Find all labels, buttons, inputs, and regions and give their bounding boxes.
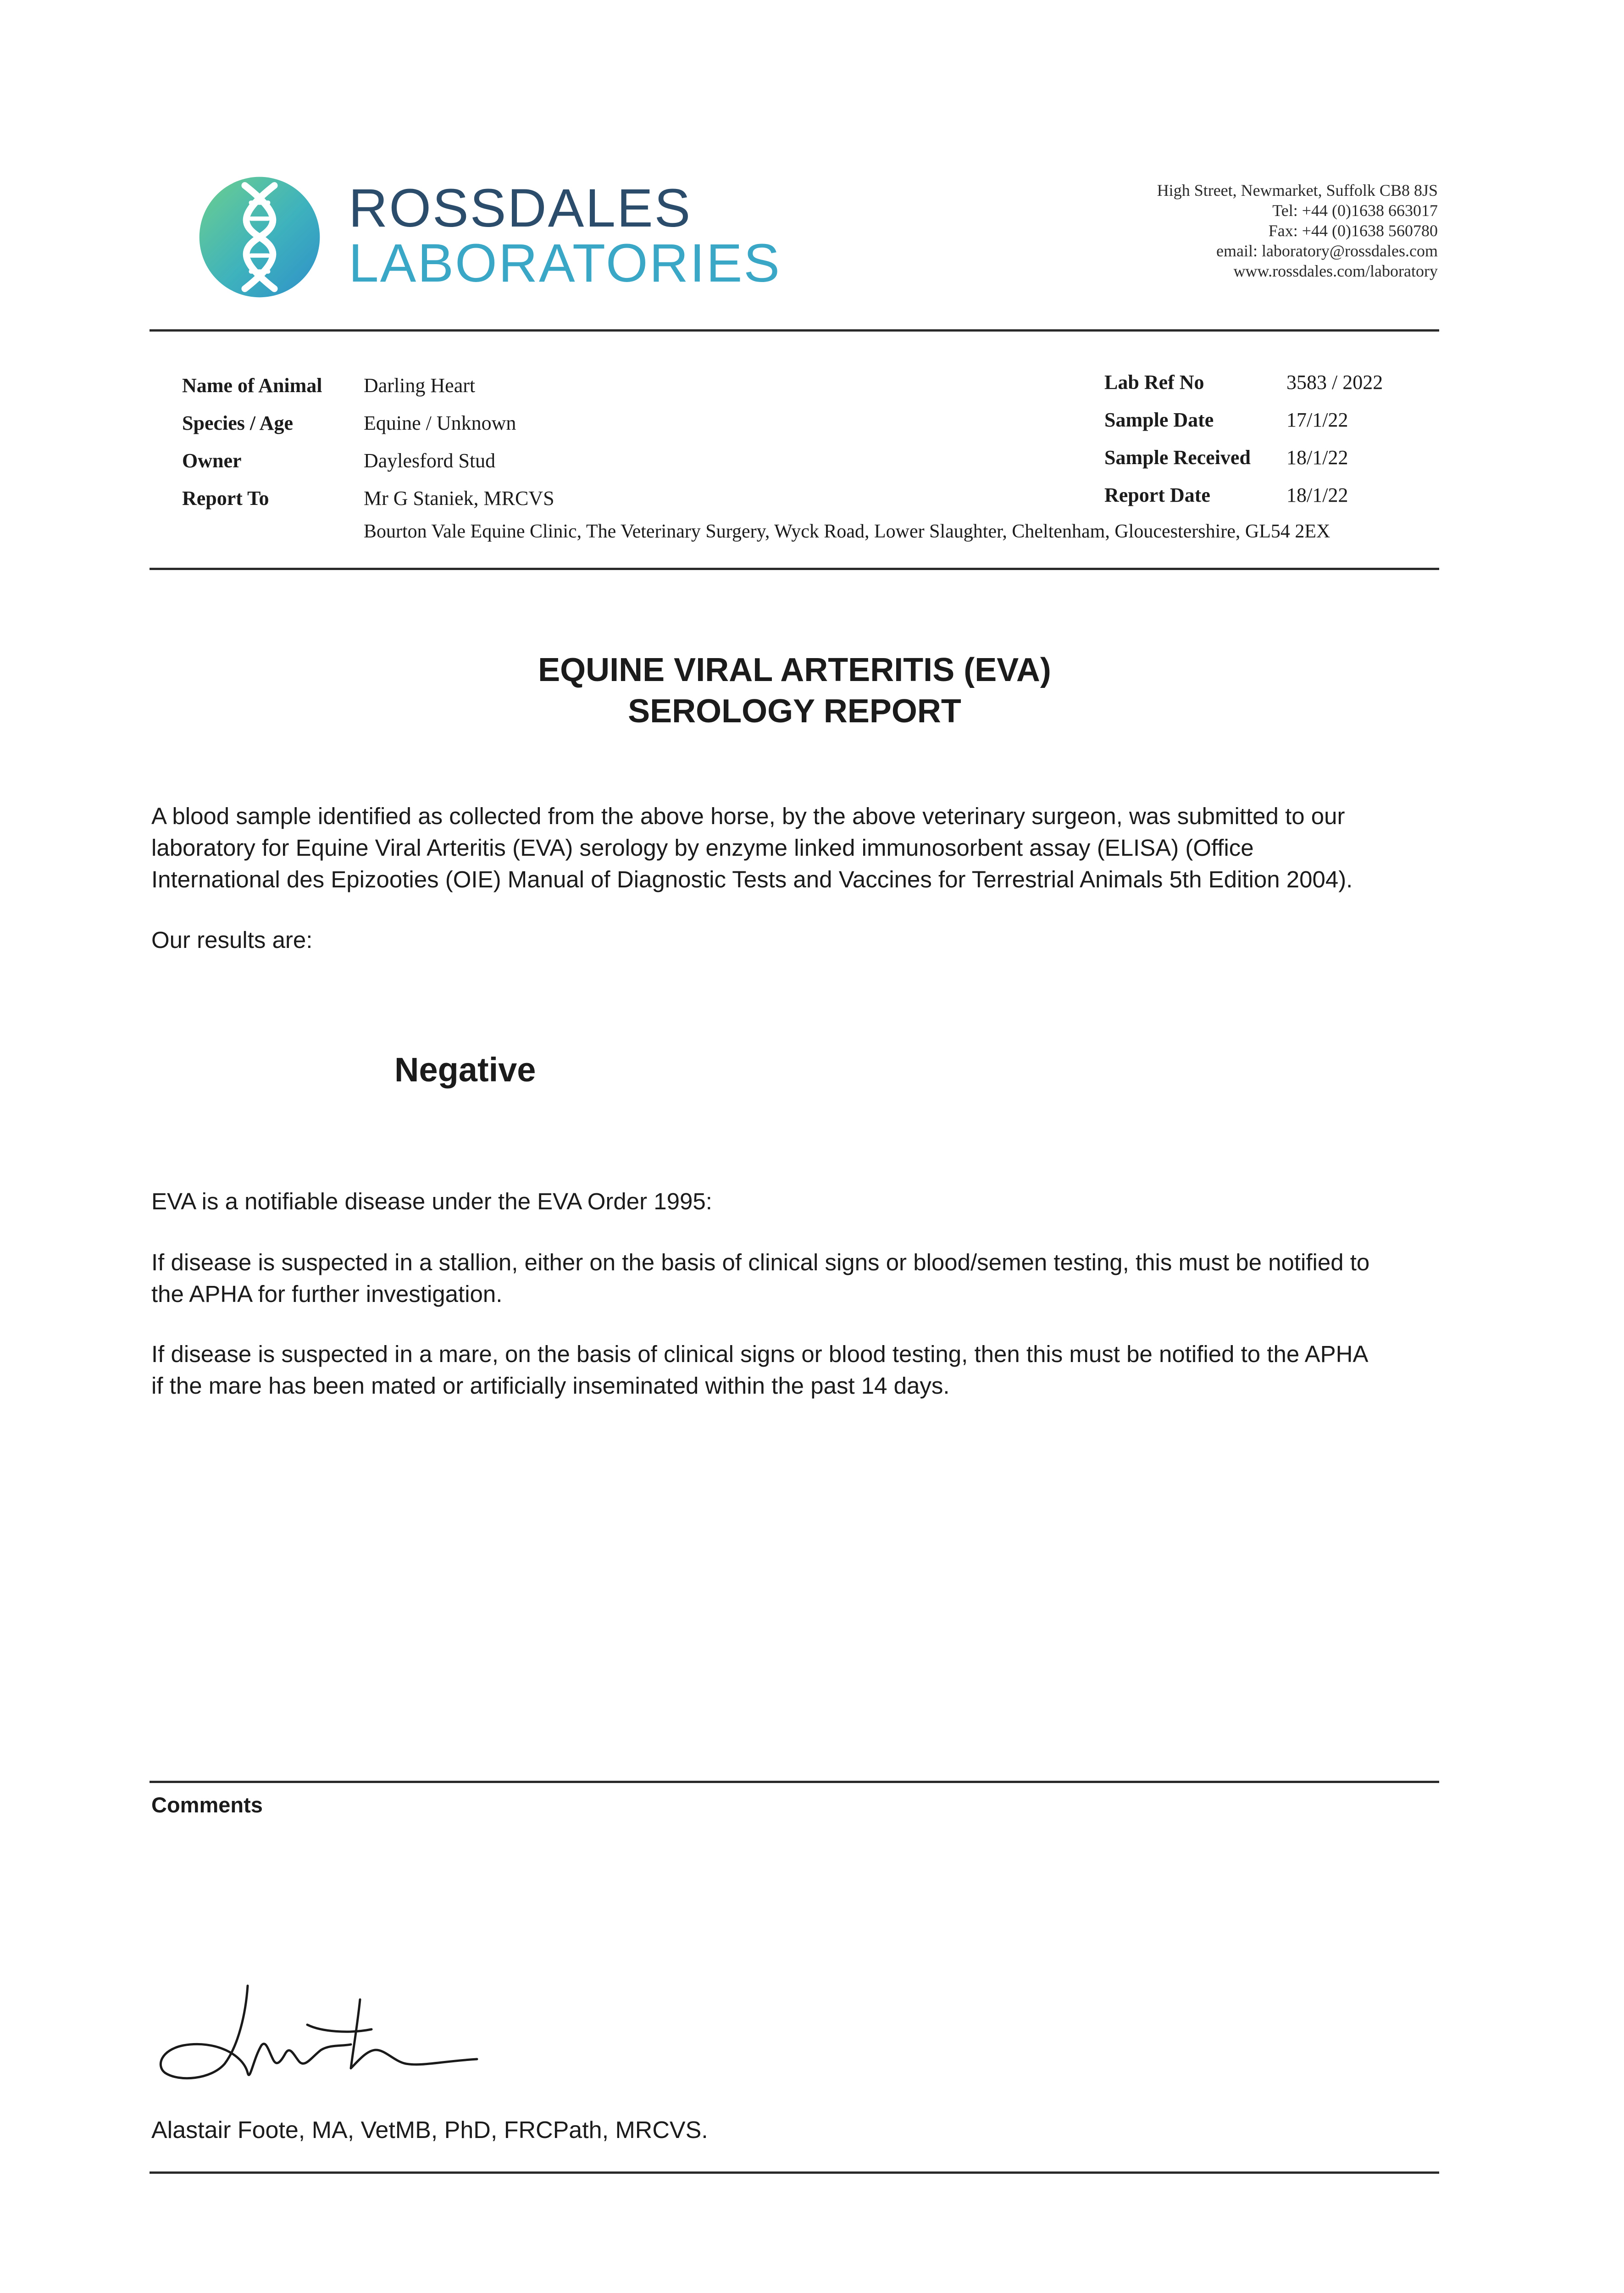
comments-divider: [150, 1781, 1439, 1783]
signature: [156, 1981, 486, 2091]
report-to-address: Bourton Vale Equine Clinic, The Veterinary Surgery, Wyck Road, Lower Slaughter, Cheltenham, Gloucestershire, GL54 2EX: [364, 521, 1330, 542]
name-of-animal-value: Darling Heart: [364, 374, 476, 397]
name-of-animal-label: Name of Animal: [182, 374, 322, 397]
species-age-label: Species / Age: [182, 412, 293, 434]
stallion-line: If disease is suspected in a stallion, either on the basis of clinical signs or blood/semen testing, this must be notified to: [151, 1249, 1370, 1275]
report-date-label: Report Date: [1104, 484, 1210, 506]
report-title-line2: SEROLOGY REPORT: [628, 693, 961, 730]
sample-date-value: 17/1/22: [1286, 409, 1348, 431]
intro-line: A blood sample identified as collected from the above horse, by the above veterinary surgeon, was submitted to our: [151, 803, 1345, 829]
results-lead-text: Our results are:: [151, 927, 313, 953]
stallion-paragraph: [151, 1246, 1449, 1310]
lab-ref-label: Lab Ref No: [1104, 371, 1204, 393]
owner-value: Daylesford Stud: [364, 449, 496, 472]
result-value: Negative: [394, 1051, 536, 1089]
comments-label: Comments: [151, 1793, 263, 1817]
intro-line: International des Epizooties (OIE) Manual of Diagnostic Tests and Vaccines for Terrestrial Animals 5th Edition 2004).: [151, 866, 1353, 892]
intro-paragraph: [151, 800, 1449, 895]
report-to-label: Report To: [182, 487, 269, 510]
mare-line: If disease is suspected in a mare, on the basis of clinical signs or blood testing, then this must be notified to the APHA: [151, 1341, 1369, 1367]
sample-date-label: Sample Date: [1104, 409, 1214, 431]
header-divider: [150, 329, 1439, 332]
stallion-line: the APHA for further investigation.: [151, 1281, 503, 1307]
contact-website: www.rossdales.com/laboratory: [1233, 262, 1438, 280]
lab-ref-value: 3583 / 2022: [1286, 371, 1383, 393]
signatory-name: Alastair Foote, MA, VetMB, PhD, FRCPath, MRCVS.: [151, 2117, 708, 2143]
contact-address: High Street, Newmarket, Suffolk CB8 8JS: [1157, 181, 1438, 199]
contact-fax: Fax: +44 (0)1638 560780: [1268, 222, 1438, 240]
contact-tel: Tel: +44 (0)1638 663017: [1272, 201, 1438, 220]
sample-received-label: Sample Received: [1104, 446, 1251, 469]
notifiable-statement: [151, 1185, 1449, 1217]
sample-received-value: 18/1/22: [1286, 446, 1348, 469]
mare-paragraph: [151, 1338, 1449, 1401]
notifiable-text: EVA is a notifiable disease under the EVA Order 1995:: [151, 1188, 712, 1214]
report-date-value: 18/1/22: [1286, 484, 1348, 506]
owner-label: Owner: [182, 449, 242, 472]
mare-line: if the mare has been mated or artificially inseminated within the past 14 days.: [151, 1373, 950, 1399]
dna-logo-icon: [198, 176, 321, 299]
contact-email: email: laboratory@rossdales.com: [1216, 242, 1438, 260]
contact-block: [1157, 180, 1438, 281]
results-lead: [151, 924, 1449, 956]
report-to-value: Mr G Staniek, MRCVS: [364, 487, 554, 510]
brand-name-line1: ROSSDALES: [349, 178, 692, 238]
footer-divider: [150, 2171, 1439, 2174]
intro-line: laboratory for Equine Viral Arteritis (EVA) serology by enzyme linked immunosorbent assay (ELISA) (Office: [151, 835, 1254, 861]
details-divider: [150, 568, 1439, 570]
report-title-line1: EQUINE VIRAL ARTERITIS (EVA): [538, 652, 1051, 688]
species-age-value: Equine / Unknown: [364, 412, 516, 434]
brand-name-line2: LABORATORIES: [349, 233, 782, 294]
